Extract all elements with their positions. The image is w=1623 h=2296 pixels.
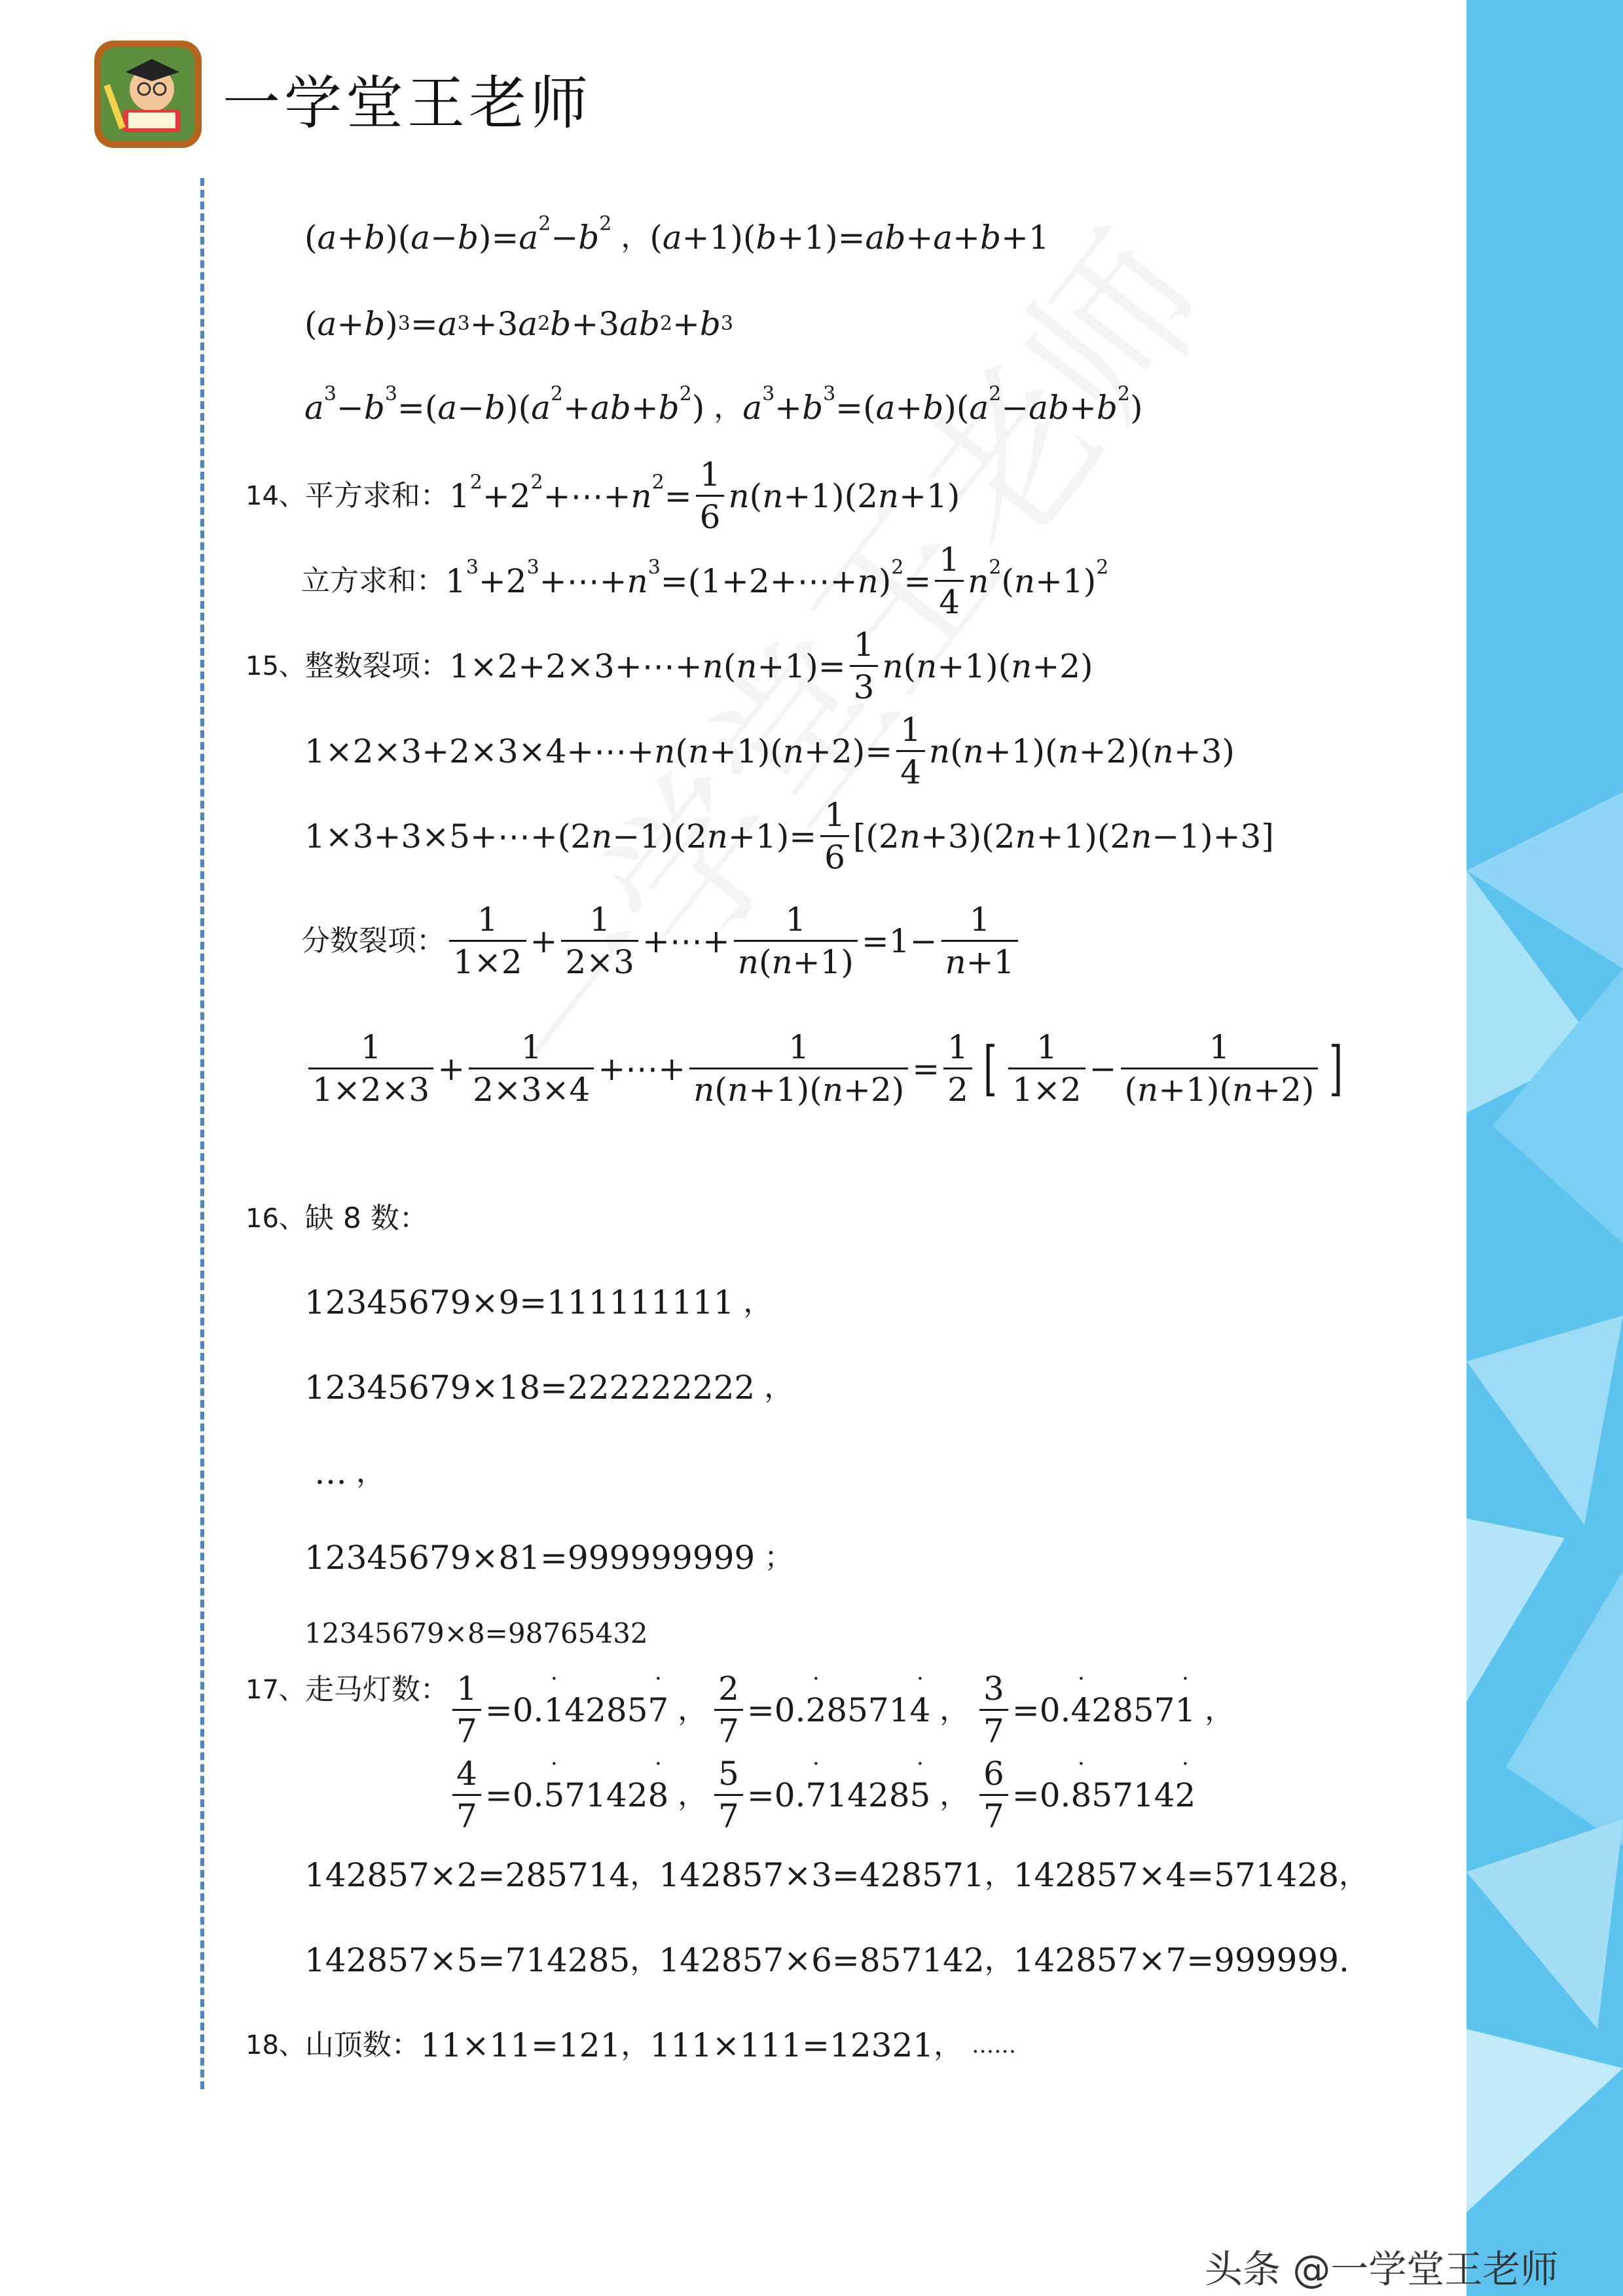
- numerator: 2: [718, 1670, 739, 1708]
- repeating-decimal: 0.· 85714· 2: [1040, 1779, 1196, 1812]
- fraction-seventh-3: [976, 1672, 1233, 1748]
- repeating-decimal: 0.· 42857· 1: [1040, 1694, 1196, 1727]
- label-square-sum: 平方求和：: [304, 478, 449, 512]
- formula-fraction-split: 分数裂项： $\frac{1}{1\times 2}$ + $\frac{1}{2\times 3}$ +⋯+ $\frac{1}{n(n+1)}$ =1− $\frac{1}{n+1}$: [301, 903, 1022, 978]
- item-17: 17、 走马灯数：: [246, 1673, 449, 1706]
- cyclic-products-row-2: 142857×5=714285 ， 142857×6=857142 ， 142857×7=999999 .: [304, 1941, 1349, 1979]
- missing8-line-2: 12345679×18=222222222 ，: [304, 1369, 793, 1407]
- denominator: 7: [452, 1709, 481, 1748]
- label-integer-split: 整数裂项：: [304, 649, 449, 683]
- repeating-decimal: 0.· 28571· 4: [775, 1694, 931, 1727]
- formula-product: (a+1)(b+1)=ab+a+b+1: [649, 219, 1049, 257]
- formula-diff-squares: $(a+b)(a-b)=a^2-b^2$: [304, 212, 612, 257]
- decorative-side-band: [1467, 0, 1623, 2296]
- fraction: [714, 1757, 743, 1833]
- label-cube-sum: 立方求和：: [301, 564, 445, 598]
- numerator: 6: [983, 1755, 1004, 1793]
- formula-triple-product: 1×2×3+2×3×4+⋯+n(n+1)(n+2)= $\frac{1}{4}$ n(n+1)(n+2)(n+3): [304, 711, 1235, 791]
- denominator: 7: [979, 1794, 1008, 1833]
- comma: ，: [668, 1778, 707, 1812]
- comma: ，: [668, 1693, 707, 1727]
- missing8-line-5: 12345679×8=98765432: [304, 1617, 648, 1649]
- equals: =: [746, 1776, 775, 1814]
- fraction-seventh-4: [448, 1757, 706, 1833]
- denominator: 7: [452, 1794, 481, 1833]
- fraction-seventh-1: [448, 1672, 706, 1748]
- repeating-decimal: 0.· 57142· 8: [513, 1779, 669, 1812]
- formula-odd-product: 1×3+3×5+⋯+(2n−1)(2n+1)= $\frac{1}{6}$ [(2n+3)(2n+1)(2n−1)+3]: [304, 796, 1274, 876]
- numerator: 4: [456, 1755, 477, 1793]
- fraction-seventh-5: [710, 1757, 968, 1833]
- formula-cube-sum: ( a + b ) 3 = a 3 +3 a 2 b +3 ab 2 + b 3: [304, 305, 733, 343]
- fraction: [452, 1672, 481, 1748]
- numerator: 1: [456, 1670, 477, 1708]
- dashed-margin-line: [200, 178, 204, 2089]
- footer-attribution: 头条 @一学堂王老师: [1205, 2247, 1559, 2291]
- equals: =: [1012, 1691, 1040, 1729]
- equals: =: [484, 1776, 513, 1814]
- label-missing-8: 缺 8 数：: [304, 1202, 428, 1235]
- equals: =: [1012, 1776, 1040, 1814]
- denominator: 7: [714, 1709, 743, 1748]
- teacher-logo-icon: [92, 38, 204, 151]
- fraction: [979, 1672, 1008, 1748]
- comma: ，: [1195, 1693, 1234, 1727]
- fraction: [714, 1672, 743, 1748]
- formula-fraction-split-2: $\frac{1}{1\times 2\times 3}$ + $\frac{1}{2\times 3\times 4}$ +⋯+ $\frac{1}{n(n+1)(n+2)}$ = $\frac{1}{2}$ [ $\frac{1}{1\times 2}$ − $\frac{1}{(n+1)(n+2)}$ ]: [304, 1031, 1351, 1106]
- geometric-shapes: [1467, 0, 1623, 2296]
- missing8-ellipsis: … ，: [314, 1454, 385, 1492]
- fraction-seventh-2: [710, 1672, 968, 1748]
- numerator: 3: [983, 1670, 1004, 1708]
- brand-title: 一学堂王老师: [223, 69, 593, 137]
- item-14-cube: 立方求和： $1^3+2^3+\cdots+n^3=(1+2+\cdots+n)^2=$ $\frac{1}{4}$ $n^2(n+1)^2$: [301, 541, 1109, 621]
- denominator: 7: [979, 1709, 1008, 1748]
- item-14: 14、 平方求和： $1^2+2^2+\cdots+n^2=$ $\frac{1}{6}$ n(n+1)(2n+1): [246, 456, 960, 536]
- item-18: 18、 山顶数： 11×11=121 ， 111×111=12321 ， ……: [246, 2026, 1017, 2064]
- fraction: [979, 1757, 1008, 1833]
- label-marquee-numbers: 走马灯数：: [304, 1673, 449, 1706]
- denominator: 7: [714, 1794, 743, 1833]
- comma: ，: [930, 1693, 969, 1727]
- label-fraction-split: 分数裂项：: [301, 924, 445, 958]
- missing8-line-4: 12345679×81=999999999 ；: [304, 1539, 793, 1577]
- numerator: 5: [718, 1755, 739, 1793]
- equals: =: [484, 1691, 513, 1729]
- item-16: 16、 缺 8 数：: [246, 1202, 428, 1235]
- equals: =: [746, 1691, 775, 1729]
- fraction-seventh-6: [976, 1757, 1195, 1833]
- label-mountain-numbers: 山顶数：: [304, 2028, 420, 2062]
- comma: ，: [930, 1778, 969, 1812]
- repeating-decimal: 0.· 14285· 7: [513, 1694, 669, 1727]
- formula-line-1: $(a+b)(a-b)=a^2-b^2$ ， (a+1)(b+1)=ab+a+b+1: [304, 212, 1049, 257]
- missing8-line-1: 12345679×9=111111111 ，: [304, 1283, 773, 1321]
- formula-line-3: $a^3-b^3=(a-b)(a^2+ab+b^2)$ ， $a^3+b^3=(a+b)(a^2-ab+b^2)$: [304, 382, 1143, 427]
- cyclic-products-row-1: 142857×2=285714 ， 142857×3=428571 ， 142857×4=571428 ，: [304, 1856, 1368, 1894]
- item-15: 15、 整数裂项： 1×2+2×3+⋯+n(n+1)= $\frac{1}{3}$ n(n+1)(n+2): [246, 626, 1093, 706]
- fraction: [452, 1757, 481, 1833]
- repeating-decimal: 0.· 71428· 5: [775, 1779, 931, 1812]
